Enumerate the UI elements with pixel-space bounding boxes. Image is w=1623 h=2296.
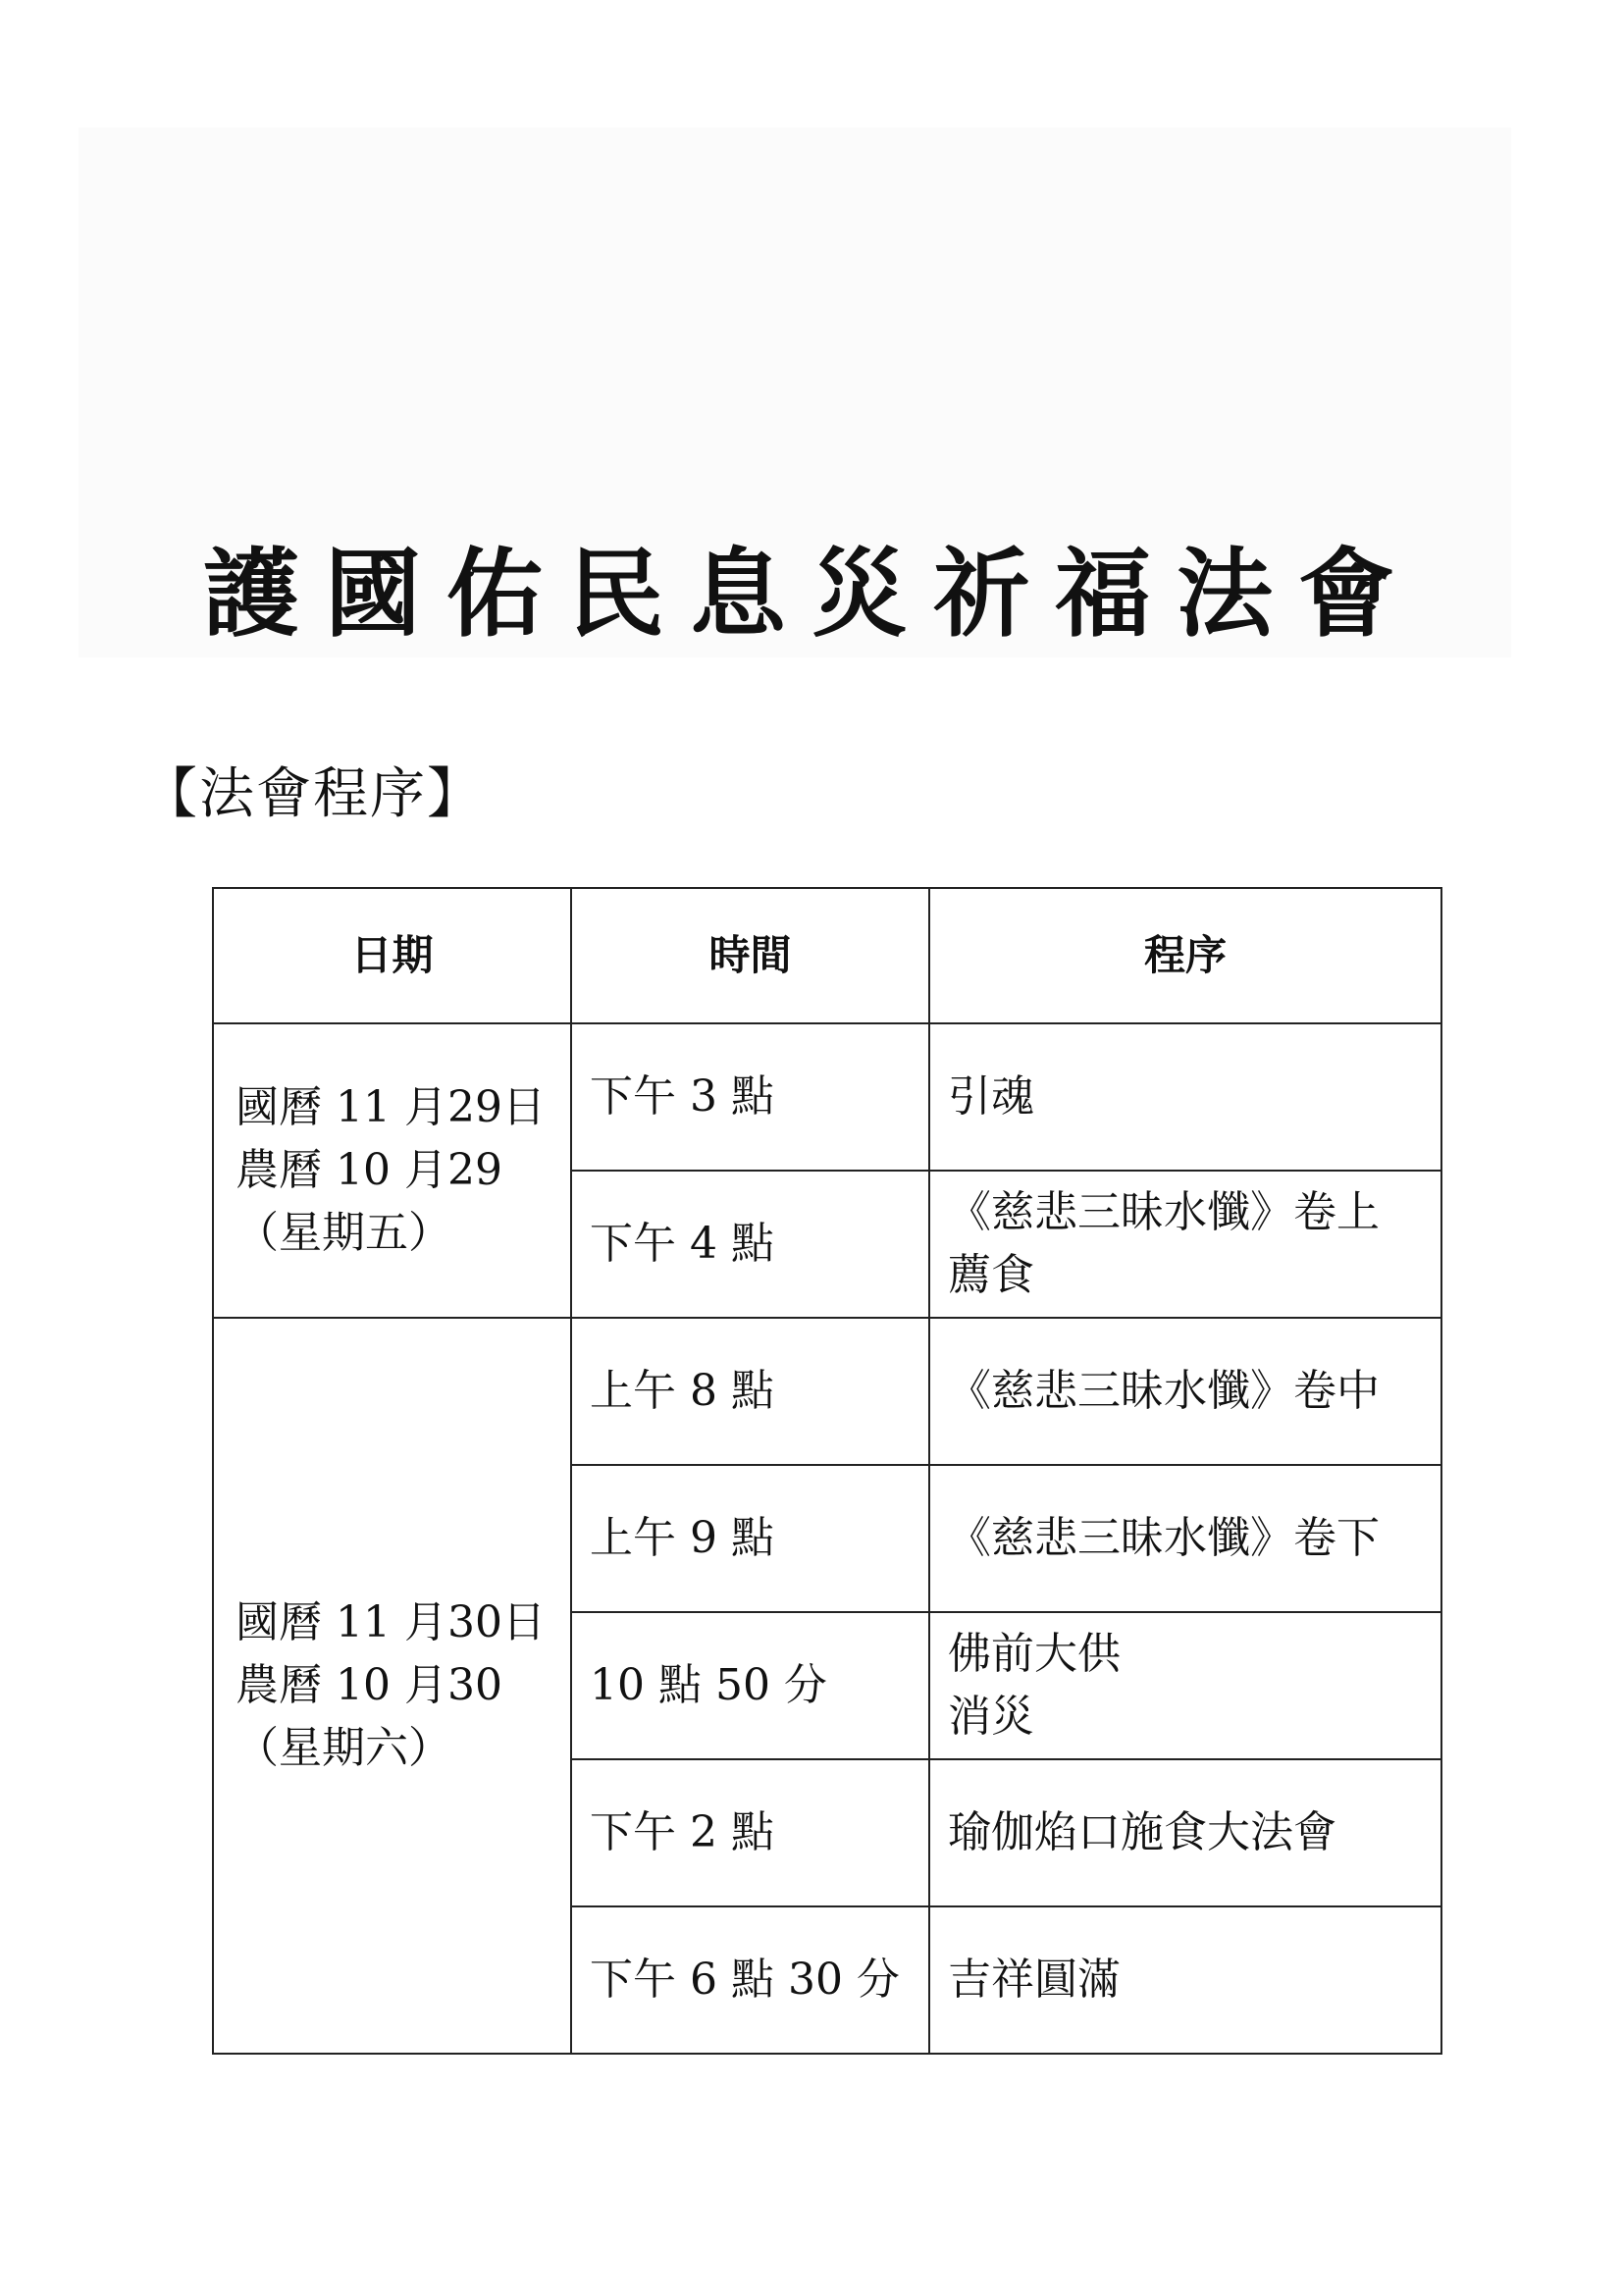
program-item: 吉祥圓滿 xyxy=(948,1955,1121,2005)
header-row xyxy=(213,888,1441,1023)
document-title: 護國佑民息災祈福法會 xyxy=(202,537,1420,651)
program-item: 消災 xyxy=(948,1692,1034,1742)
date-cell xyxy=(213,1318,571,2054)
program-item: 《慈悲三昧水懺》卷中 xyxy=(948,1366,1380,1416)
program-item: 薦食 xyxy=(948,1250,1034,1300)
program-cell xyxy=(929,1318,1441,1465)
program-item: 佛前大供 xyxy=(948,1629,1121,1679)
program-cell xyxy=(929,1171,1441,1318)
schedule-table xyxy=(212,887,1442,2055)
lunar-date: 農曆 10 月29 xyxy=(236,1145,502,1195)
lunar-date: 農曆 10 月30 xyxy=(236,1660,502,1710)
time-cell: 下午 6 點 30 分 xyxy=(571,1906,929,2054)
time-cell: 下午 2 點 xyxy=(571,1759,929,1906)
program-cell xyxy=(929,1759,1441,1906)
time-cell: 上午 8 點 xyxy=(571,1318,929,1465)
gregorian-date: 國曆 11 月30日 xyxy=(236,1597,546,1647)
program-cell xyxy=(929,1906,1441,2054)
program-cell xyxy=(929,1465,1441,1612)
program-item: 引魂 xyxy=(948,1071,1034,1122)
program-item: 瑜伽焰口施食大法會 xyxy=(948,1807,1336,1857)
program-item: 《慈悲三昧水懺》卷下 xyxy=(948,1513,1380,1563)
time-cell: 10 點 50 分 xyxy=(571,1612,929,1759)
table-row xyxy=(213,1318,1441,1465)
section-heading: 【法會程序】 xyxy=(142,762,484,826)
table-row xyxy=(213,1023,1441,1171)
date-cell xyxy=(213,1023,571,1318)
time-cell: 下午 4 點 xyxy=(571,1171,929,1318)
time-cell: 下午 3 點 xyxy=(571,1023,929,1171)
header-date: 日期 xyxy=(213,888,571,1023)
program-item: 《慈悲三昧水懺》卷上 xyxy=(948,1187,1380,1237)
program-cell xyxy=(929,1023,1441,1171)
program-cell xyxy=(929,1612,1441,1759)
header-program: 程序 xyxy=(929,888,1441,1023)
header-time: 時間 xyxy=(571,888,929,1023)
gregorian-date: 國曆 11 月29日 xyxy=(236,1082,546,1132)
weekday: （星期五） xyxy=(236,1208,451,1258)
weekday: （星期六） xyxy=(236,1723,451,1773)
time-cell: 上午 9 點 xyxy=(571,1465,929,1612)
